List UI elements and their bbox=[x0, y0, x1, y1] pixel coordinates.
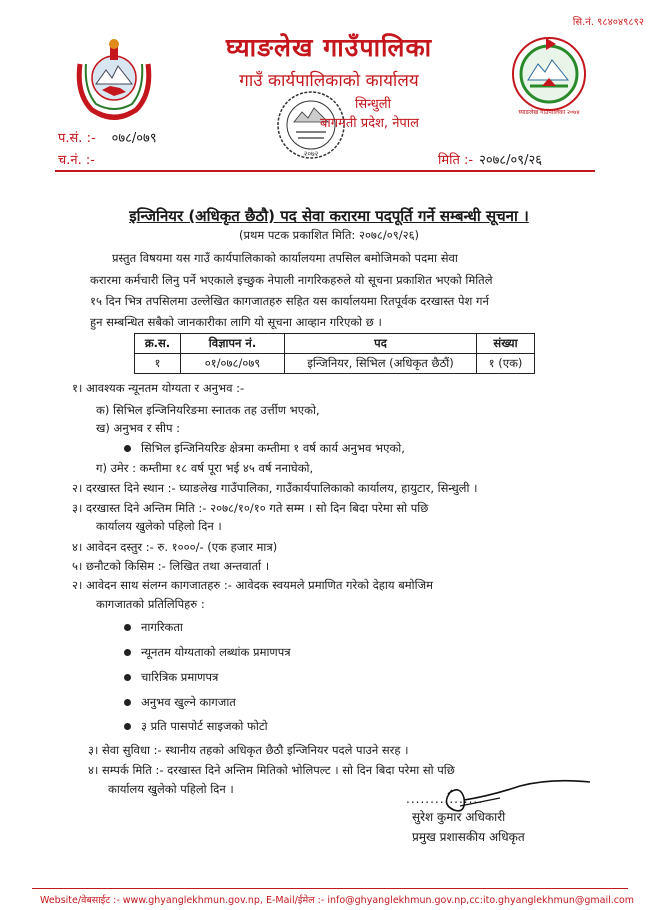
notice-paragraph-line-3: १५ दिन भित्र तपसिलमा उल्लेखित कागजातहरु सहित यस कार्यालयमा रितपूर्वक दरखास्त पेश गर्न bbox=[90, 294, 489, 308]
office-name: गाउँ कार्यपालिकाको कार्यालय bbox=[239, 71, 419, 91]
detail-line-3: ख) अनुभव र सीप : bbox=[96, 421, 181, 435]
doc-item-text: न्यूनतम योग्यताको लब्धांक प्रमाणपत्र bbox=[141, 645, 291, 659]
notice-paragraph-line-1: प्रस्तुत विषयमा यस गाउँ कार्यपालिकाको कार्यालयमा तपसिल बमोजिमको पदमा सेवा bbox=[112, 251, 458, 265]
notice-subheading: (प्रथम पटक प्रकाशित मिति: २०७८/०९/२६) bbox=[238, 228, 420, 242]
bullet-icon bbox=[124, 699, 131, 706]
emblem-right-text: घ्याङलेख गाउँपालिका २०७४ bbox=[518, 109, 580, 116]
header-divider bbox=[55, 170, 595, 172]
doc-item-text: ३ प्रति पासपोर्ट साइजको फोटो bbox=[141, 719, 268, 733]
detail-line-5: ग) उमेर : कम्तीमा १८ वर्ष पूरा भई ४५ वर्ष ननाघेको, bbox=[96, 461, 314, 475]
notice-paragraph-line-4: हुन सम्बन्धित सबैको जानकारीका लागि यो सूचना आव्हान गरिएको छ । bbox=[90, 315, 382, 329]
detail-line-13: ३। सेवा सुविधा :- स्थानीय तहको अधिकृत छैठौ इन्जिनियर पदले पाउने सरह । bbox=[88, 743, 409, 757]
col-count: संख्या bbox=[477, 334, 535, 354]
date-value: २०७८/०९/२६ bbox=[479, 153, 542, 168]
list-item bbox=[124, 645, 291, 660]
date-label: मिति :- bbox=[438, 153, 474, 168]
doc-item-text: अनुभव खुल्ने कागजात bbox=[141, 695, 236, 709]
detail-line-15: कार्यालय खुलेको पहिलो दिन । bbox=[108, 782, 234, 796]
list-item bbox=[124, 719, 268, 734]
detail-line-1: १। आवश्यक न्यूनतम योग्यता र अनुभव :- bbox=[72, 381, 245, 395]
list-item bbox=[124, 695, 236, 710]
signatory-title: प्रमुख प्रशासकीय अधिकृत bbox=[412, 830, 525, 844]
doc-item-text: नागरिकता bbox=[141, 620, 183, 634]
detail-line-12: कागजातको प्रतिलिपिहरु : bbox=[96, 597, 205, 611]
cell-count: १ (एक) bbox=[477, 354, 535, 374]
col-post: पद bbox=[285, 334, 477, 354]
cell-post: इन्जिनियर, सिभिल (अधिकृत छैठौं) bbox=[285, 354, 477, 374]
serial-number: सि.नं. ९८४०४९८९२ bbox=[572, 17, 644, 28]
list-item bbox=[124, 670, 218, 685]
cell-advert-no: ०१/०७८/०७९ bbox=[181, 354, 285, 374]
ps-value: ०७८/०७९ bbox=[111, 131, 157, 146]
detail-line-14: ४। सम्पर्क मिति :- दरखास्त दिने अन्तिम मितिको भोलिपल्ट । सो दिन बिदा परेमा सो पछि bbox=[88, 763, 455, 777]
footer-divider bbox=[32, 888, 628, 889]
footer-contact: Website/वेबसाईट :- www.ghyanglekhmun.gov.np, E-Mail/ईमेल :- info@ghyanglekhmun.gov.np,cc:ito.ghyanglekhmun@gmail.com bbox=[40, 895, 635, 906]
municipality-logo bbox=[508, 34, 590, 118]
bullet-icon bbox=[124, 624, 131, 631]
list-item bbox=[124, 620, 183, 635]
detail-line-9: ४। आवेदन दस्तुर :- रु. १०००/- (एक हजार मात्र) bbox=[72, 540, 278, 554]
detail-line-8: कार्यालय खुलेको पहिलो दिन । bbox=[96, 519, 222, 533]
detail-line-10: ५। छनौटको किसिम :- लिखित तथा अन्तवार्ता । bbox=[72, 559, 270, 573]
municipality-name: घ्याङलेख गाउँपालिका bbox=[225, 33, 433, 62]
vacancy-table bbox=[134, 333, 535, 374]
notice-paragraph-line-2: करारमा कर्मचारी लिनु पर्ने भएकाले इच्छुक नेपाली नागरिकहरुले यो सूचना प्रकाशित भएको मितिले bbox=[90, 273, 493, 287]
bullet-icon bbox=[124, 723, 131, 730]
bullet-icon bbox=[124, 674, 131, 681]
doc-item-text: चारित्रिक प्रमाणपत्र bbox=[141, 670, 219, 684]
table-header-row bbox=[135, 334, 535, 354]
bullet-icon bbox=[124, 649, 131, 656]
stamp-year: २०७२ bbox=[303, 150, 319, 158]
detail-line-2: क) सिभिल इन्जिनियरिङमा स्नातक तह उर्त्तीण भएको, bbox=[96, 403, 320, 417]
table-row bbox=[135, 354, 535, 374]
patra-sankhya-line bbox=[58, 128, 157, 146]
detail-line-4-text: सिभिल इन्जिनियरिङ क्षेत्रमा कम्तीमा १ वर्ष कार्य अनुभव भएको, bbox=[141, 441, 405, 455]
bullet-icon bbox=[124, 445, 131, 452]
district-name: सिन्धुली bbox=[355, 97, 391, 112]
cn-label: च.नं. :- bbox=[58, 153, 95, 168]
signatory-name: सुरेश कुमार अधिकारी bbox=[412, 810, 506, 824]
col-sn: क्र.स. bbox=[135, 334, 181, 354]
chalani-number-line bbox=[58, 150, 95, 168]
detail-line-6: २। दरखास्त दिने स्थान :- घ्याङलेख गाउँपालिका, गाउँकार्यपालिकाको कार्यालय, हायुटार, सिन्धुली । bbox=[72, 481, 478, 495]
detail-line-4 bbox=[124, 441, 405, 456]
date-line bbox=[438, 150, 542, 168]
notice-heading: इन्जिनियर (अधिकृत छैठौ) पद सेवा करारमा पदपूर्ति गर्ने सम्बन्धी सूचना । bbox=[129, 207, 529, 225]
signature-dots: ................ bbox=[406, 792, 484, 806]
col-advert-no: विज्ञापन नं. bbox=[181, 334, 285, 354]
cell-sn: १ bbox=[135, 354, 181, 374]
address: बागमती प्रदेश, नेपाल bbox=[320, 116, 419, 131]
detail-line-7: ३। दरखास्त दिने अन्तिम मिति :- २०७८/१०/१० गते सम्म । सो दिन बिदा परेमा सो पछि bbox=[72, 501, 429, 515]
detail-line-11: २। आवेदन साथ संलग्न कागजातहरु :- आवेदक स्वयमले प्रमाणित गरेको देहाय बमोजिम bbox=[72, 578, 434, 592]
ps-label: प.सं. :- bbox=[58, 131, 96, 146]
